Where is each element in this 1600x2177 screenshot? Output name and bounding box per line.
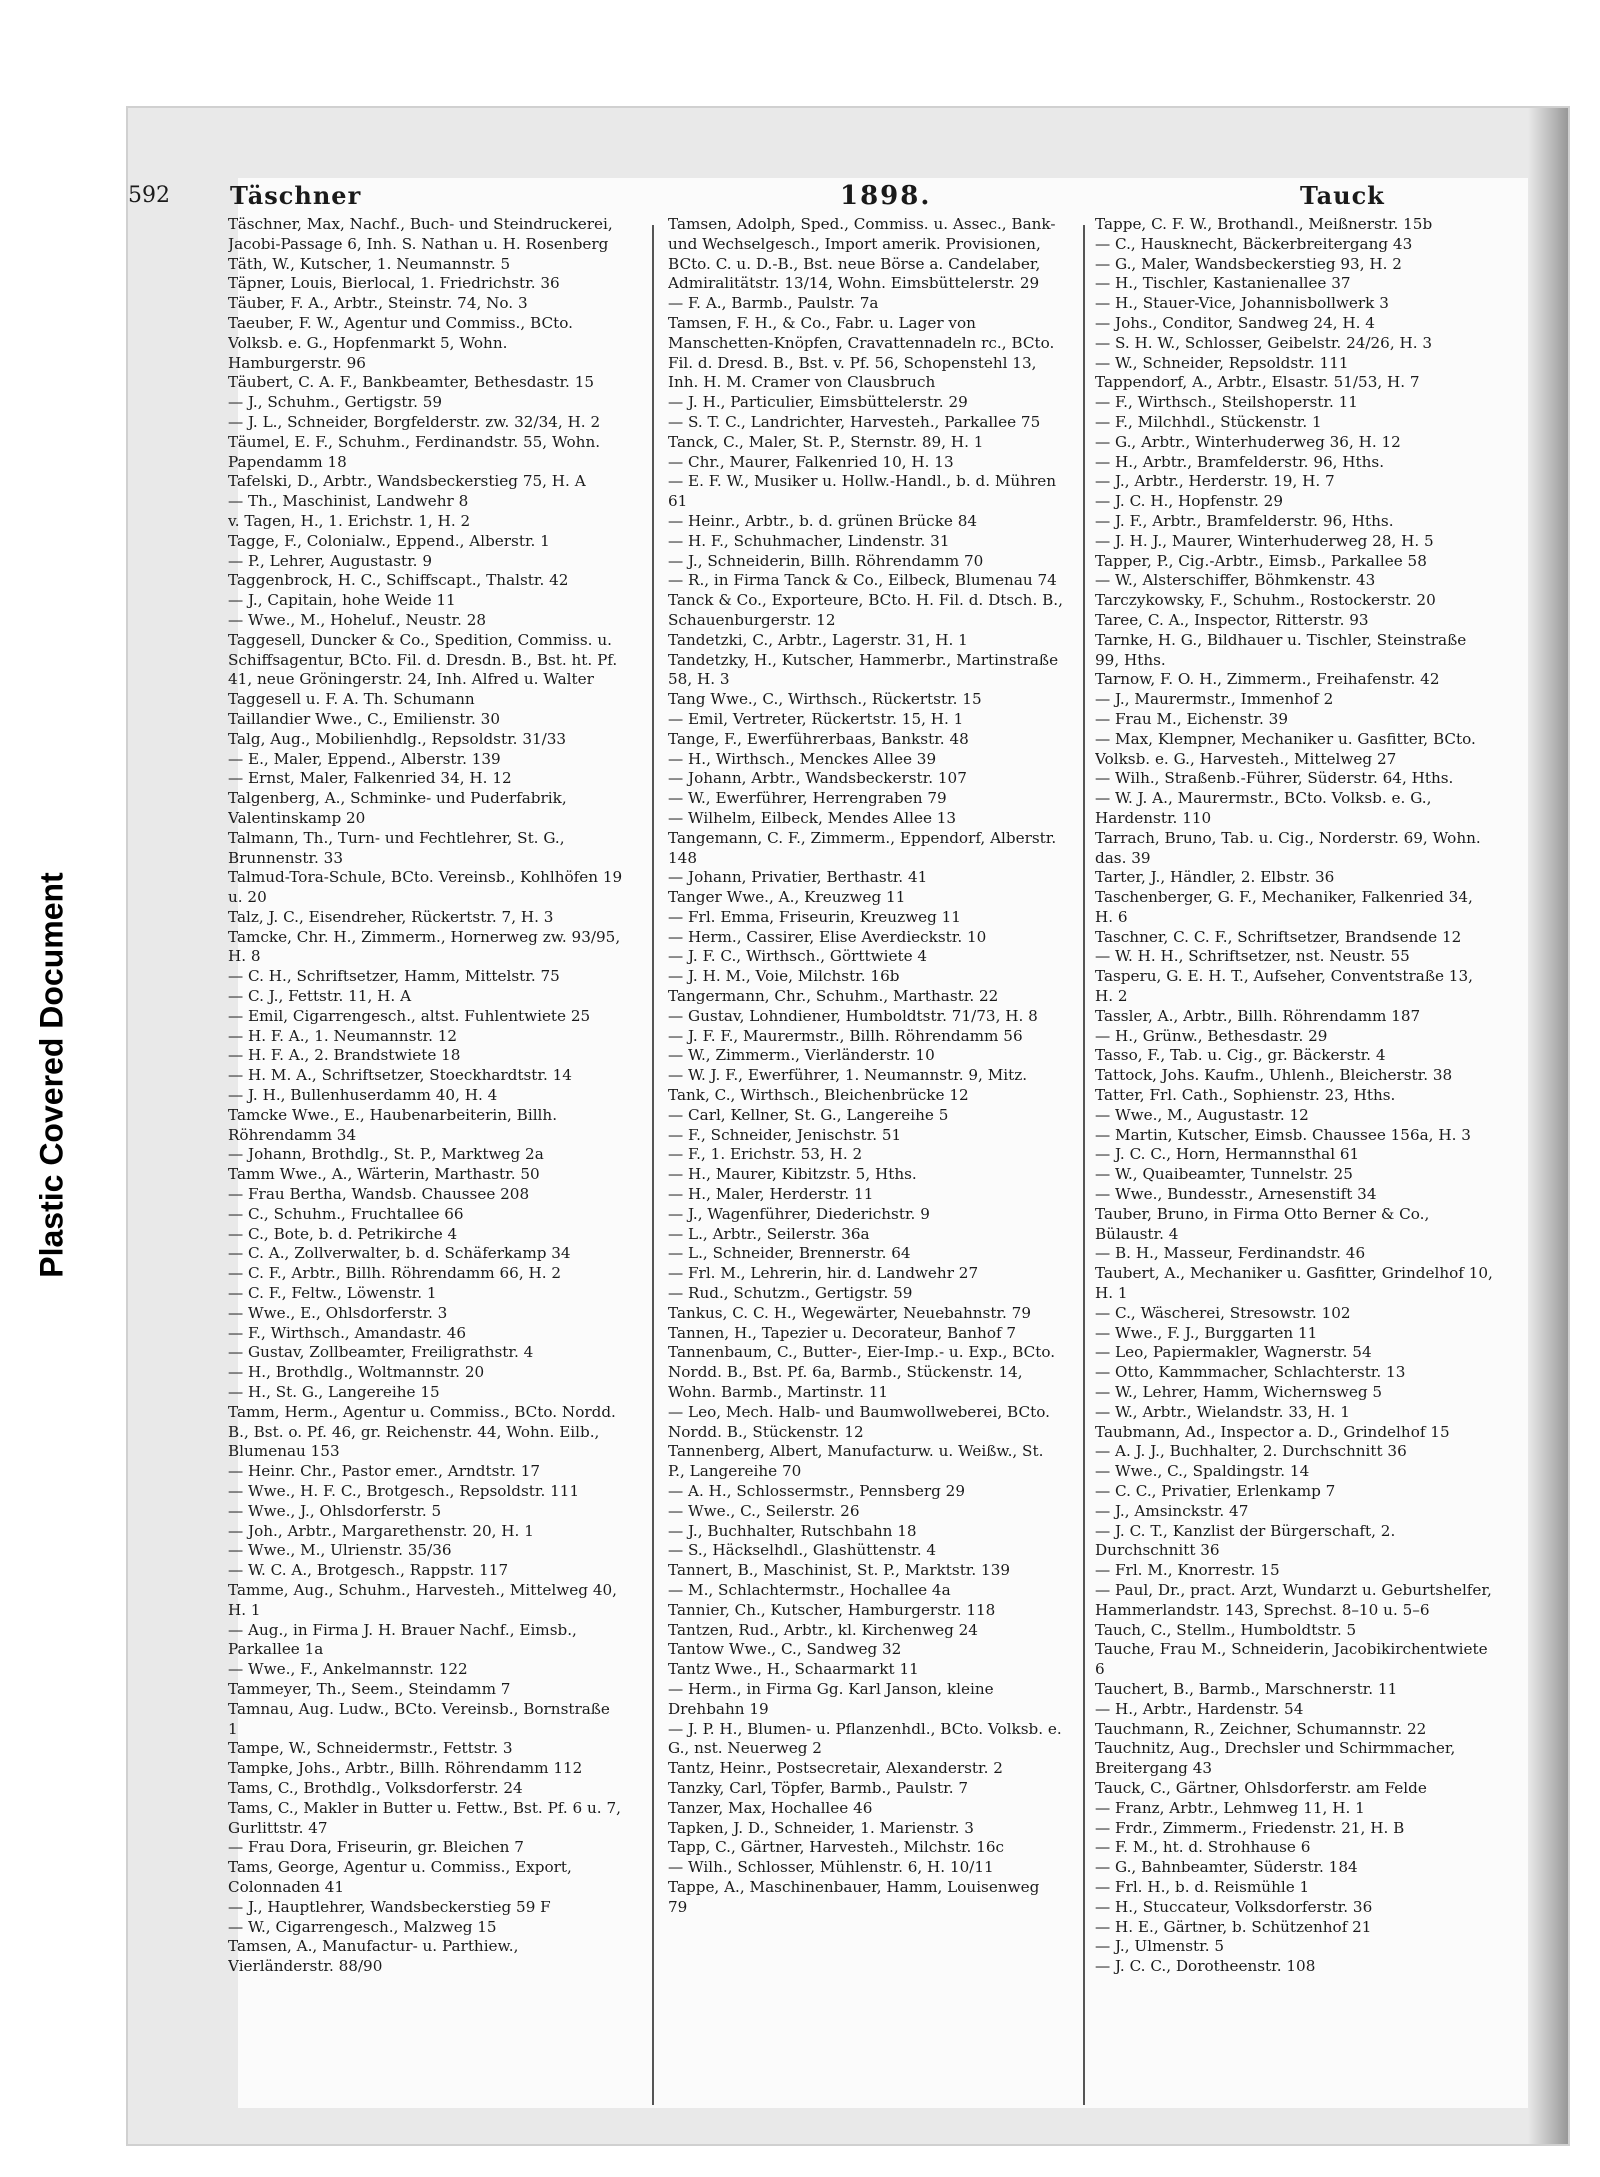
directory-entry: Täpner, Louis, Bierlocal, 1. Friedrichstr. 36 <box>228 274 560 293</box>
directory-entry: — C. H., Schriftsetzer, Hamm, Mittelstr. 75 <box>228 967 560 986</box>
directory-entry: Tannier, Ch., Kutscher, Hamburgerstr. 118 <box>668 1600 996 1619</box>
directory-entry: — Johann, Arbtr., Wandsbeckerstr. 107 <box>668 769 967 788</box>
directory-entry: — S. T. C., Landrichter, Harvesteh., Parkallee 75 <box>668 412 1041 431</box>
directory-entry: — H., St. G., Langereihe 15 <box>228 1383 440 1402</box>
directory-entry: — Frdr., Zimmerm., Friedenstr. 21, H. B <box>1095 1818 1405 1837</box>
directory-entry: — J. C. H., Hopfenstr. 29 <box>1095 492 1284 511</box>
directory-column-1 <box>228 215 623 2095</box>
directory-entry: — Frl. H., b. d. Reismühle 1 <box>1095 1877 1310 1896</box>
directory-entry: Tamm Wwe., A., Wärterin, Marthastr. 50 <box>228 1165 540 1184</box>
directory-entry: — Wwe., M., Augustastr. 12 <box>1095 1105 1309 1124</box>
directory-entry: Tandetzky, H., Kutscher, Hammerbr., Martinstraße 58, H. 3 <box>668 650 1059 689</box>
directory-entry: — J., Ulmenstr. 5 <box>1095 1937 1225 1956</box>
column-divider <box>652 225 654 2105</box>
directory-entry: — H. F., Schuhmacher, Lindenstr. 31 <box>668 531 950 550</box>
directory-entry: Tamcke, Chr. H., Zimmerm., Hornerweg zw. 93/95, H. 8 <box>228 927 621 966</box>
directory-entry: — J. H. J., Maurer, Winterhuderweg 28, H. 5 <box>1095 531 1434 550</box>
directory-entry: Tanzer, Max, Hochallee 46 <box>668 1798 873 1817</box>
directory-entry: Taeuber, F. W., Agentur und Commiss., BCto. Volksb. e. G., Hopfenmarkt 5, Wohn. Hamburgerstr. 96 <box>228 313 573 372</box>
directory-entry: Täubert, C. A. F., Bankbeamter, Bethesdastr. 15 <box>228 373 595 392</box>
directory-entry: — Leo, Papiermakler, Wagnerstr. 54 <box>1095 1343 1372 1362</box>
directory-entry: — Joh., Arbtr., Margarethenstr. 20, H. 1 <box>228 1521 534 1540</box>
directory-entry: — Wwe., M., Ulrienstr. 35/36 <box>228 1541 452 1560</box>
directory-entry: — Paul, Dr., pract. Arzt, Wundarzt u. Geburtshelfer, Hammerlandstr. 143, Sprechst. 8–10 u. 5–6 <box>1095 1580 1492 1619</box>
binding-shadow <box>1528 108 1568 2144</box>
directory-entry: — Frau M., Eichenstr. 39 <box>1095 709 1288 728</box>
directory-entry: Tapp, C., Gärtner, Harvesteh., Milchstr. 16c <box>668 1838 1005 1857</box>
directory-entry: — W. J. A., Maurermstr., BCto. Volksb. e. G., Hardenstr. 110 <box>1095 789 1432 827</box>
header-first-entry: Täschner <box>230 181 362 210</box>
directory-entry: — W. H. H., Schriftsetzer, nst. Neustr. 55 <box>1095 947 1410 966</box>
directory-entry: Tampe, W., Schneidermstr., Fettstr. 3 <box>228 1739 513 1758</box>
directory-entry: — Th., Maschinist, Landwehr 8 <box>228 492 469 511</box>
directory-entry: — H., Arbtr., Hardenstr. 54 <box>1095 1699 1304 1718</box>
directory-entry: Talgenberg, A., Schminke- und Puderfabrik, Valentinskamp 20 <box>228 789 567 827</box>
column-divider <box>1083 225 1085 2105</box>
directory-entry: Tassler, A., Arbtr., Billh. Röhrendamm 187 <box>1095 1006 1421 1025</box>
directory-entry: Tannenberg, Albert, Manufacturw. u. Weißw., St. P., Langereihe 70 <box>668 1442 1044 1481</box>
directory-entry: — F., Wirthsch., Amandastr. 46 <box>228 1323 467 1342</box>
directory-entry: — W., Schneider, Repsoldstr. 111 <box>1095 353 1349 372</box>
directory-entry: — Wwe., E., Ohlsdorferstr. 3 <box>228 1303 448 1322</box>
directory-entry: — E., Maler, Eppend., Alberstr. 139 <box>228 749 501 768</box>
directory-entry: Tattock, Johs. Kaufm., Uhlenh., Bleicherstr. 38 <box>1095 1066 1453 1085</box>
directory-entry: — F. M., ht. d. Strohhause 6 <box>1095 1838 1311 1857</box>
directory-entry: — L., Schneider, Brennerstr. 64 <box>668 1244 911 1263</box>
directory-entry: — Gustav, Zollbeamter, Freiligrathstr. 4 <box>228 1343 534 1362</box>
directory-entry: — Johann, Brothdlg., St. P., Marktweg 2a <box>228 1145 544 1164</box>
directory-entry: Tanzky, Carl, Töpfer, Barmb., Paulstr. 7 <box>668 1778 969 1797</box>
directory-entry: — C. F., Feltw., Löwenstr. 1 <box>228 1284 437 1303</box>
directory-entry: — J. C. C., Dorotheenstr. 108 <box>1095 1957 1316 1976</box>
directory-entry: — J. C. T., Kanzlist der Bürgerschaft, 2. Durchschnitt 36 <box>1095 1521 1396 1560</box>
directory-entry: — J., Maurermstr., Immenhof 2 <box>1095 690 1334 709</box>
directory-entry: Tamcke Wwe., E., Haubenarbeiterin, Billh. Röhrendamm 34 <box>228 1105 558 1144</box>
directory-entry: Tampke, Johs., Arbtr., Billh. Röhrendamm 112 <box>228 1759 583 1778</box>
directory-entry: — H. E., Gärtner, b. Schützenhof 21 <box>1095 1917 1372 1936</box>
directory-entry: Tappe, A., Maschinenbauer, Hamm, Louisenweg 79 <box>668 1877 1040 1916</box>
directory-entry: — Herm., in Firma Gg. Karl Janson, kleine Drehbahn 19 <box>668 1679 994 1718</box>
directory-entry: — Emil, Vertreter, Rückertstr. 15, H. 1 <box>668 709 964 728</box>
directory-entry: — Frl. M., Lehrerin, hir. d. Landwehr 27 <box>668 1264 979 1283</box>
directory-entry: — Wwe., Bundesstr., Arnesenstift 34 <box>1095 1185 1377 1204</box>
directory-entry: Taubmann, Ad., Inspector a. D., Grindelhof 15 <box>1095 1422 1450 1441</box>
directory-entry: Tauche, Frau M., Schneiderin, Jacobikirchentwiete 6 <box>1095 1640 1488 1679</box>
directory-entry: Tamsen, Adolph, Sped., Commiss. u. Assec., Bank- und Wechselgesch., Import amerik. Provisionen, BCto. C. u. D.-B., Bst. neue Börse a. Candelaber, Admiralitätstr. 13/14, Wohn. Eimsbüttelerstr. 29 <box>668 215 1056 293</box>
directory-entry: — C. F., Arbtr., Billh. Röhrendamm 66, H. 2 <box>228 1264 562 1283</box>
directory-entry: Tantzen, Rud., Arbtr., kl. Kirchenweg 24 <box>668 1620 978 1639</box>
directory-entry: Tantz Wwe., H., Schaarmarkt 11 <box>668 1660 919 1679</box>
directory-entry: — G., Arbtr., Winterhuderweg 36, H. 12 <box>1095 432 1401 451</box>
directory-entry: — A. J. J., Buchhalter, 2. Durchschnitt 36 <box>1095 1442 1407 1461</box>
directory-entry: — Aug., in Firma J. H. Brauer Nachf., Eimsb., Parkallee 1a <box>228 1620 577 1659</box>
directory-entry: — Wwe., F. J., Burggarten 11 <box>1095 1323 1318 1342</box>
directory-entry: — Frl. Emma, Friseurin, Kreuzweg 11 <box>668 907 961 926</box>
directory-entry: — J., Hauptlehrer, Wandsbeckerstieg 59 F <box>228 1897 551 1916</box>
directory-entry: Talg, Aug., Mobilienhdlg., Repsoldstr. 31/33 <box>228 729 567 748</box>
directory-entry: Tankus, C. C. H., Wegewärter, Neuebahnstr. 79 <box>668 1303 1031 1322</box>
directory-entry: — J. H., Particulier, Eimsbüttelerstr. 29 <box>668 393 968 412</box>
directory-entry: v. Tagen, H., 1. Erichstr. 1, H. 2 <box>228 511 471 530</box>
directory-entry: Tang Wwe., C., Wirthsch., Rückertstr. 15 <box>668 690 982 709</box>
directory-entry: — H., Wirthsch., Menckes Allee 39 <box>668 749 937 768</box>
directory-entry: — Frau Dora, Friseurin, gr. Bleichen 7 <box>228 1838 524 1857</box>
directory-entry: Tammeyer, Th., Seem., Steindamm 7 <box>228 1679 511 1698</box>
directory-entry: Tanck, C., Maler, St. P., Sternstr. 89, H. 1 <box>668 432 984 451</box>
directory-entry: — W. J. F., Ewerführer, 1. Neumannstr. 9, Mitz. <box>668 1066 1028 1085</box>
directory-entry: — Frau Bertha, Wandsb. Chaussee 208 <box>228 1185 530 1204</box>
directory-entry: — J., Buchhalter, Rutschbahn 18 <box>668 1521 917 1540</box>
directory-entry: — H., Tischler, Kastanienallee 37 <box>1095 274 1351 293</box>
directory-entry: Tauchnitz, Aug., Drechsler und Schirmmacher, Breitergang 43 <box>1095 1739 1456 1778</box>
directory-entry: — G., Bahnbeamter, Süderstr. 184 <box>1095 1858 1358 1877</box>
directory-entry: Tauchmann, R., Zeichner, Schumannstr. 22 <box>1095 1719 1427 1738</box>
directory-entry: — F., 1. Erichstr. 53, H. 2 <box>668 1145 863 1164</box>
directory-entry: — J. F. F., Maurermstr., Billh. Röhrendamm 56 <box>668 1026 1023 1045</box>
directory-entry: Täuber, F. A., Arbtr., Steinstr. 74, No. 3 <box>228 294 528 313</box>
directory-entry: — E. F. W., Musiker u. Hollw.-Handl., b. d. Mühren 61 <box>668 472 1057 511</box>
directory-entry: Tamm, Herm., Agentur u. Commiss., BCto. Nordd. B., Bst. o. Pf. 46, gr. Reichenstr. 44, Wohn. Eilb., Blumenau 153 <box>228 1402 616 1461</box>
directory-entry: Tannen, H., Tapezier u. Decorateur, Banhof 7 <box>668 1323 1017 1342</box>
directory-entry: Tarnke, H. G., Bildhauer u. Tischler, Steinstraße 99, Hths. <box>1095 630 1467 669</box>
directory-entry: — Wwe., J., Ohlsdorferstr. 5 <box>228 1501 442 1520</box>
directory-entry: — Wilh., Schlosser, Mühlenstr. 6, H. 10/11 <box>668 1858 994 1877</box>
directory-entry: — P., Lehrer, Augustastr. 9 <box>228 551 432 570</box>
directory-entry: — W., Arbtr., Wielandstr. 33, H. 1 <box>1095 1402 1350 1421</box>
directory-entry: Tappe, C. F. W., Brothandl., Meißnerstr. 15b <box>1095 215 1433 233</box>
directory-entry: Tamme, Aug., Schuhm., Harvesteh., Mittelweg 40, H. 1 <box>228 1580 617 1619</box>
directory-entry: — Wwe., C., Spaldingstr. 14 <box>1095 1462 1310 1481</box>
directory-entry: — H., Stauer-Vice, Johannisbollwerk 3 <box>1095 294 1389 313</box>
directory-entry: — Max, Klempner, Mechaniker u. Gasfitter, BCto. Volksb. e. G., Harvesteh., Mittelweg 27 <box>1095 729 1476 768</box>
directory-entry: Tamsen, A., Manufactur- u. Parthiew., Vierländerstr. 88/90 <box>228 1937 519 1976</box>
directory-entry: — Otto, Kammmacher, Schlachterstr. 13 <box>1095 1363 1406 1382</box>
directory-entry: Täschner, Max, Nachf., Buch- und Steindruckerei, Jacobi-Passage 6, Inh. S. Nathan u. H. Rosenberg <box>228 215 613 253</box>
directory-entry: — J. F., Arbtr., Bramfelderstr. 96, Hths. <box>1095 511 1394 530</box>
directory-entry: — Leo, Mech. Halb- und Baumwollweberei, BCto. Nordd. B., Stückenstr. 12 <box>668 1402 1050 1441</box>
directory-entry: — M., Schlachtermstr., Hochallee 4a <box>668 1580 951 1599</box>
directory-entry: — W., Cigarrengesch., Malzweg 15 <box>228 1917 497 1936</box>
directory-entry: — R., in Firma Tanck & Co., Eilbeck, Blumenau 74 <box>668 571 1057 590</box>
directory-entry: — J., Arbtr., Herderstr. 19, H. 7 <box>1095 472 1335 491</box>
directory-entry: Taggesell, Duncker & Co., Spedition, Commiss. u. Schiffsagentur, BCto. Fil. d. Dresdn. B., Bst. ht. Pf. 41, neue Gröningerstr. 24, Inh. Alfred u. Walter Taggesell u. F. A. Th. Schumann <box>228 630 618 709</box>
directory-entry: — J. C. C., Horn, Hermannsthal 61 <box>1095 1145 1360 1164</box>
directory-entry: Tauch, C., Stellm., Humboldtstr. 5 <box>1095 1620 1357 1639</box>
directory-entry: — C. J., Fettstr. 11, H. A <box>228 987 412 1006</box>
directory-entry: — J. H. M., Voie, Milchstr. 16b <box>668 967 900 986</box>
directory-entry: Täth, W., Kutscher, 1. Neumannstr. 5 <box>228 254 511 273</box>
directory-entry: Tams, George, Agentur u. Commiss., Export, Colonnaden 41 <box>228 1858 572 1896</box>
directory-entry: — Wwe., C., Seilerstr. 26 <box>668 1501 860 1520</box>
directory-entry: — C., Bote, b. d. Petrikirche 4 <box>228 1224 458 1243</box>
directory-entry: — W., Quaibeamter, Tunnelstr. 25 <box>1095 1165 1353 1184</box>
directory-entry: — F. A., Barmb., Paulstr. 7a <box>668 294 879 313</box>
directory-entry: Täumel, E. F., Schuhm., Ferdinandstr. 55, Wohn. Papendamm 18 <box>228 432 601 471</box>
directory-entry: Tantz, Heinr., Postsecretair, Alexanderstr. 2 <box>668 1759 1003 1778</box>
directory-entry: — L., Arbtr., Seilerstr. 36a <box>668 1224 870 1243</box>
directory-entry: — F., Wirthsch., Steilshoperstr. 11 <box>1095 393 1358 412</box>
directory-entry: — Gustav, Lohndiener, Humboldtstr. 71/73, H. 8 <box>668 1006 1038 1025</box>
directory-entry: Talmud-Tora-Schule, BCto. Vereinsb., Kohlhöfen 19 u. 20 <box>228 868 623 907</box>
directory-entry: — H., Arbtr., Bramfelderstr. 96, Hths. <box>1095 452 1385 471</box>
directory-entry: — Carl, Kellner, St. G., Langereihe 5 <box>668 1105 949 1124</box>
directory-entry: — Wilhelm, Eilbeck, Mendes Allee 13 <box>668 808 957 827</box>
directory-entry: Taggenbrock, H. C., Schiffscapt., Thalstr. 42 <box>228 571 569 590</box>
directory-entry: Tapken, J. D., Schneider, 1. Marienstr. 3 <box>668 1818 974 1837</box>
directory-entry: — Johann, Privatier, Berthastr. 41 <box>668 868 928 887</box>
directory-entry: Tapper, P., Cig.-Arbtr., Eimsb., Parkallee 58 <box>1095 551 1427 570</box>
directory-entry: — J., Wagenführer, Diederichstr. 9 <box>668 1204 930 1223</box>
directory-entry: Tatter, Frl. Cath., Sophienstr. 23, Hths. <box>1095 1086 1396 1105</box>
directory-entry: — W., Alsterschiffer, Böhmkenstr. 43 <box>1095 571 1376 590</box>
header-year: 1898. <box>840 181 932 211</box>
directory-column-2 <box>668 215 1063 2095</box>
directory-entry: — A. H., Schlossermstr., Pennsberg 29 <box>668 1482 965 1500</box>
directory-entry: — Herm., Cassirer, Elise Averdieckstr. 10 <box>668 927 987 946</box>
directory-entry: Tangermann, Chr., Schuhm., Marthastr. 22 <box>668 987 999 1006</box>
directory-entry: — H., Brothdlg., Woltmannstr. 20 <box>228 1363 485 1382</box>
directory-entry: — J. H., Bullenhuserdamm 40, H. 4 <box>228 1086 498 1105</box>
directory-entry: Tafelski, D., Arbtr., Wandsbeckerstieg 75, H. A <box>228 472 586 491</box>
directory-entry: — Frl. M., Knorrestr. 15 <box>1095 1561 1280 1580</box>
directory-entry: Talz, J. C., Eisendreher, Rückertstr. 7, H. 3 <box>228 907 554 926</box>
directory-entry: Tannert, B., Maschinist, St. P., Marktstr. 139 <box>668 1561 1011 1580</box>
directory-entry: Taillandier Wwe., C., Emilienstr. 30 <box>228 709 501 728</box>
directory-entry: — F., Schneider, Jenischstr. 51 <box>668 1125 902 1144</box>
directory-entry: — H. F. A., 2. Brandstwiete 18 <box>228 1046 461 1065</box>
directory-entry: Tams, C., Makler in Butter u. Fettw., Bst. Pf. 6 u. 7, Gurlittstr. 47 <box>228 1798 621 1837</box>
directory-entry: — Wilh., Straßenb.-Führer, Süderstr. 64, Hths. <box>1095 769 1454 788</box>
directory-entry: — S., Häckselhdl., Glashüttenstr. 4 <box>668 1541 937 1560</box>
directory-entry: Tangemann, C. F., Zimmerm., Eppendorf, Alberstr. 148 <box>668 828 1057 867</box>
directory-entry: Tarnow, F. O. H., Zimmerm., Freihafenstr. 42 <box>1095 670 1440 689</box>
directory-entry: — F., Milchhdl., Stückenstr. 1 <box>1095 412 1322 431</box>
directory-entry: — Heinr. Chr., Pastor emer., Arndtstr. 17 <box>228 1462 541 1481</box>
directory-entry: — Heinr., Arbtr., b. d. grünen Brücke 84 <box>668 511 978 530</box>
directory-entry: Taschner, C. C. F., Schriftsetzer, Brandsende 12 <box>1095 927 1462 946</box>
directory-entry: Taree, C. A., Inspector, Ritterstr. 93 <box>1095 610 1369 629</box>
directory-entry: Tagge, F., Colonialw., Eppend., Alberstr. 1 <box>228 531 550 550</box>
plastic-covered-label: Plastic Covered Document <box>33 872 70 1278</box>
directory-entry: Taubert, A., Mechaniker u. Gasfitter, Grindelhof 10, H. 1 <box>1095 1264 1493 1303</box>
directory-entry: — C., Schuhm., Fruchtallee 66 <box>228 1204 464 1223</box>
page-number: 592 <box>128 183 170 208</box>
directory-entry: — W., Lehrer, Hamm, Wichernsweg 5 <box>1095 1383 1383 1402</box>
directory-entry: Tauber, Bruno, in Firma Otto Berner & Co., Bülaustr. 4 <box>1095 1204 1430 1243</box>
directory-entry: Tauck, C., Gärtner, Ohlsdorferstr. am Felde <box>1095 1778 1427 1797</box>
directory-column-3 <box>1095 215 1495 2095</box>
directory-entry: — B. H., Masseur, Ferdinandstr. 46 <box>1095 1244 1366 1263</box>
directory-entry: — W., Zimmerm., Vierländerstr. 10 <box>668 1046 935 1065</box>
directory-entry: — Wwe., F., Ankelmannstr. 122 <box>228 1660 468 1679</box>
directory-entry: — G., Maler, Wandsbeckerstieg 93, H. 2 <box>1095 254 1402 273</box>
directory-entry: — H., Grünw., Bethesdastr. 29 <box>1095 1026 1328 1045</box>
directory-entry: — Wwe., M., Hoheluf., Neustr. 28 <box>228 610 487 629</box>
directory-entry: Tanck & Co., Exporteure, BCto. H. Fil. d. Dtsch. B., Schauenburgerstr. 12 <box>668 591 1063 629</box>
directory-entry: Tamsen, F. H., & Co., Fabr. u. Lager von Manschetten-Knöpfen, Cravattennadeln rc., BCto. Fil. d. Dresd. B., Bst. v. Pf. 56, Schopenstehl 13, Inh. H. M. Cramer von Clausbruch <box>668 313 1055 392</box>
directory-entry: — Martin, Kutscher, Eimsb. Chaussee 156a, H. 3 <box>1095 1125 1471 1144</box>
directory-entry: Tange, F., Ewerführerbaas, Bankstr. 48 <box>668 729 969 748</box>
directory-entry: — Franz, Arbtr., Lehmweg 11, H. 1 <box>1095 1798 1365 1817</box>
directory-entry: — Johs., Conditor, Sandweg 24, H. 4 <box>1095 313 1375 332</box>
directory-entry: — Wwe., H. F. C., Brotgesch., Repsoldstr. 111 <box>228 1482 580 1500</box>
directory-entry: — J., Schuhm., Gertigstr. 59 <box>228 393 443 412</box>
directory-entry: — J. P. H., Blumen- u. Pflanzenhdl., BCto. Volksb. e. G., nst. Neuerweg 2 <box>668 1719 1062 1758</box>
directory-entry: — W. C. A., Brotgesch., Rappstr. 117 <box>228 1561 509 1580</box>
directory-entry: — H. F. A., 1. Neumannstr. 12 <box>228 1026 458 1045</box>
directory-entry: Tauchert, B., Barmb., Marschnerstr. 11 <box>1095 1679 1398 1698</box>
directory-entry: — W., Ewerführer, Herrengraben 79 <box>668 789 947 808</box>
directory-entry: Tannenbaum, C., Butter-, Eier-Imp.- u. Exp., BCto. Nordd. B., Bst. Pf. 6a, Barmb., Stückenstr. 14, Wohn. Barmb., Martinstr. 11 <box>668 1343 1056 1402</box>
directory-entry: Taschenberger, G. F., Mechaniker, Falkenried 34, H. 6 <box>1095 888 1473 926</box>
directory-entry: — J. F. C., Wirthsch., Görttwiete 4 <box>668 947 928 966</box>
directory-entry: — S. H. W., Schlosser, Geibelstr. 24/26, H. 3 <box>1095 333 1433 352</box>
directory-entry: Tasso, F., Tab. u. Cig., gr. Bäckerstr. 4 <box>1095 1046 1386 1065</box>
directory-entry: — J. L., Schneider, Borgfelderstr. zw. 32/34, H. 2 <box>228 412 601 431</box>
directory-entry: Tandetzki, C., Arbtr., Lagerstr. 31, H. 1 <box>668 630 968 649</box>
directory-entry: — Ernst, Maler, Falkenried 34, H. 12 <box>228 769 512 788</box>
directory-entry: — J., Amsinckstr. 47 <box>1095 1501 1249 1520</box>
directory-entry: Tams, C., Brothdlg., Volksdorferstr. 24 <box>228 1778 523 1797</box>
directory-entry: Tappendorf, A., Arbtr., Elsastr. 51/53, H. 7 <box>1095 373 1420 392</box>
directory-entry: — Emil, Cigarrengesch., altst. Fuhlentwiete 25 <box>228 1006 591 1025</box>
directory-entry: — Chr., Maurer, Falkenried 10, H. 13 <box>668 452 954 471</box>
directory-entry: — C. C., Privatier, Erlenkamp 7 <box>1095 1482 1336 1500</box>
directory-entry: — C., Hausknecht, Bäckerbreitergang 43 <box>1095 234 1413 253</box>
directory-entry: — Rud., Schutzm., Gertigstr. 59 <box>668 1284 913 1303</box>
directory-entry: Tamnau, Aug. Ludw., BCto. Vereinsb., Bornstraße 1 <box>228 1699 610 1738</box>
directory-entry: — H., Stuccateur, Volksdorferstr. 36 <box>1095 1897 1373 1916</box>
directory-entry: Tasperu, G. E. H. T., Aufseher, Conventstraße 13, H. 2 <box>1095 967 1473 1006</box>
directory-entry: — J., Schneiderin, Billh. Röhrendamm 70 <box>668 551 984 570</box>
directory-entry: — J., Capitain, hohe Weide 11 <box>228 591 456 610</box>
directory-entry: — H., Maurer, Kibitzstr. 5, Hths. <box>668 1165 917 1184</box>
directory-entry: Tantow Wwe., C., Sandweg 32 <box>668 1640 902 1659</box>
directory-entry: Tank, C., Wirthsch., Bleichenbrücke 12 <box>668 1086 969 1105</box>
directory-entry: Tarczykowsky, F., Schuhm., Rostockerstr. 20 <box>1095 591 1436 610</box>
directory-entry: Tarter, J., Händler, 2. Elbstr. 36 <box>1095 868 1335 887</box>
directory-entry: — C. A., Zollverwalter, b. d. Schäferkamp 34 <box>228 1244 571 1263</box>
directory-entry: Talmann, Th., Turn- und Fechtlehrer, St. G., Brunnenstr. 33 <box>228 828 565 867</box>
directory-entry: — H. M. A., Schriftsetzer, Stoeckhardtstr. 14 <box>228 1066 572 1085</box>
directory-entry: Tarrach, Bruno, Tab. u. Cig., Norderstr. 69, Wohn. das. 39 <box>1095 828 1481 867</box>
directory-entry: — H., Maler, Herderstr. 11 <box>668 1185 874 1204</box>
directory-entry: Tanger Wwe., A., Kreuzweg 11 <box>668 888 906 907</box>
directory-entry: — C., Wäscherei, Stresowstr. 102 <box>1095 1303 1351 1322</box>
header-last-entry: Tauck <box>1300 181 1385 210</box>
